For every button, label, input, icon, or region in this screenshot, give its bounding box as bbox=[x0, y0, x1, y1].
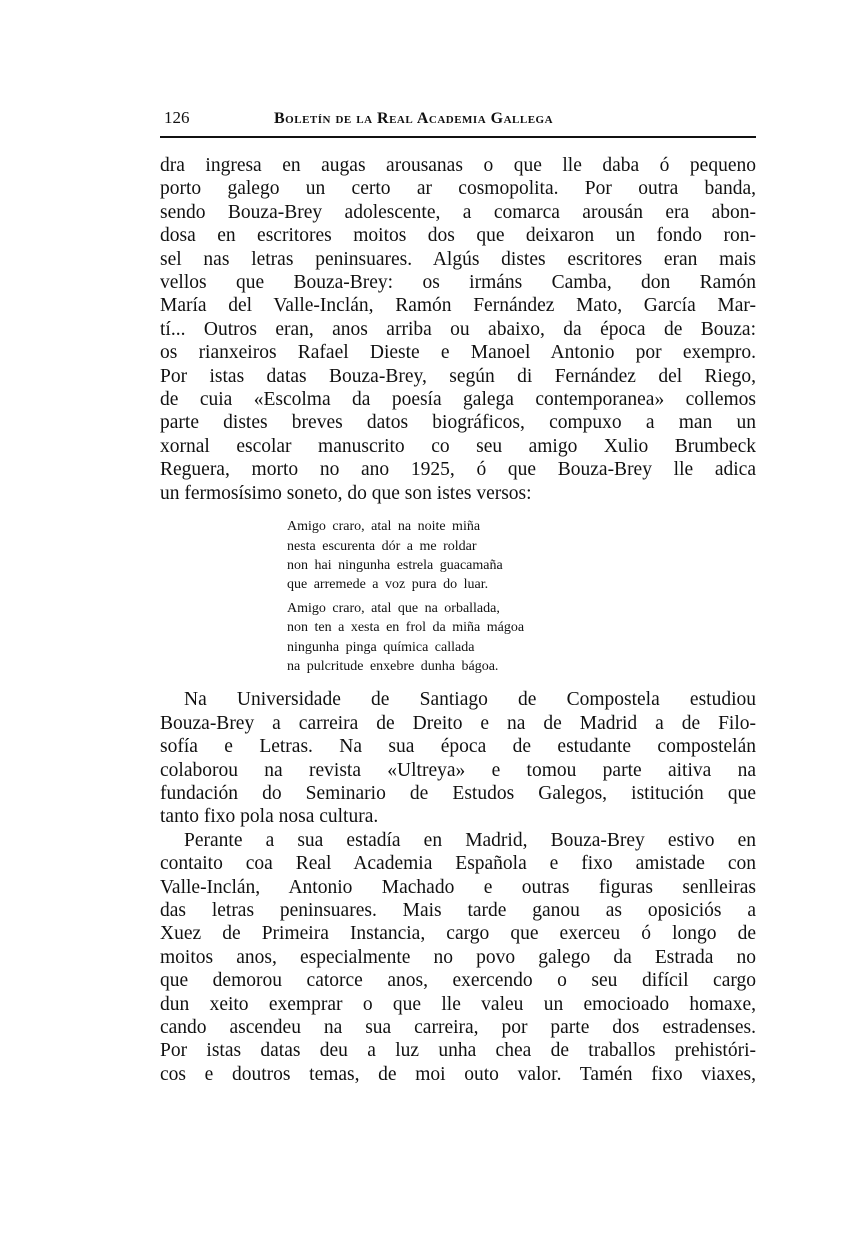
text-line: dun xeito exemprar o que lle valeu un emocioado homaxe, bbox=[160, 993, 756, 1015]
poem-verse: non hai ningunha estrela guacamaña bbox=[287, 557, 503, 573]
poem-stanza bbox=[287, 517, 617, 595]
text-line: que demorou catorce anos, exercendo o seu difícil cargo bbox=[160, 970, 756, 992]
poem-verse: Amigo craro, atal que na orballada, bbox=[287, 600, 500, 616]
text-line: xornal escolar manuscrito co seu amigo Xulio Brumbeck bbox=[160, 435, 756, 457]
paragraph-3 bbox=[160, 829, 756, 1086]
text-line: contaito coa Real Academia Española e fixo amistade con bbox=[160, 853, 756, 875]
text-line: sofía e Letras. Na sua época de estudante compostelán bbox=[160, 736, 756, 758]
text-line: Por istas datas Bouza-Brey, según di Fernández del Riego, bbox=[160, 365, 756, 387]
paragraph-1 bbox=[160, 154, 756, 505]
text-line: porto galego un certo ar cosmopolita. Por outra banda, bbox=[160, 178, 756, 200]
page-number: 126 bbox=[164, 108, 190, 127]
text-line: sel nas letras peninsuares. Algús distes escritores eran mais bbox=[160, 248, 756, 270]
paragraph-2 bbox=[160, 688, 756, 828]
poem-verse: que arremede a voz pura do luar. bbox=[287, 577, 489, 593]
text-line: María del Valle-Inclán, Ramón Fernández Mato, García Mar- bbox=[160, 295, 756, 317]
text-line: Bouza-Brey a carreira de Dreito e na de Madrid a de Filo- bbox=[160, 712, 756, 734]
text-line: dosa en escritores moitos dos que deixaron un fondo ron- bbox=[160, 225, 756, 247]
poem-verse: nesta escurenta dór a me roldar bbox=[287, 538, 477, 554]
text-line: moitos anos, especialmente no povo galego da Estrada no bbox=[160, 946, 756, 968]
poem-verse: Amigo craro, atal na noite miña bbox=[287, 519, 481, 535]
text-line: sendo Bouza-Brey adolescente, a comarca arousán era abon- bbox=[160, 201, 756, 223]
poem-quote bbox=[287, 517, 617, 676]
text-line: colaborou na revista «Ultreya» e tomou parte aitiva na bbox=[160, 759, 756, 781]
document-page bbox=[160, 108, 756, 1086]
text-line: de cuia «Escolma da poesía galega contemporanea» collemos bbox=[160, 389, 756, 411]
text-line: Xuez de Primeira Instancia, cargo que exerceu ó longo de bbox=[160, 923, 756, 945]
poem-stanza bbox=[287, 599, 617, 677]
text-line: os rianxeiros Rafael Dieste e Manoel Antonio por exempro. bbox=[160, 342, 756, 364]
text-line: fundación do Seminario de Estudos Galegos, istitución que bbox=[160, 782, 756, 804]
text-line: tanto fixo pola nosa cultura. bbox=[160, 806, 379, 828]
text-line: un fermosísimo soneto, do que son istes versos: bbox=[160, 482, 532, 504]
text-line: Reguera, morto no ano 1925, ó que Bouza-Brey lle adica bbox=[160, 459, 756, 481]
text-line: Por istas datas deu a luz unha chea de traballos prehistóri- bbox=[160, 1040, 756, 1062]
text-line: Perante a sua estadía en Madrid, Bouza-Brey estivo en bbox=[184, 829, 756, 851]
poem-verse: na pulcritude enxebre dunha bágoa. bbox=[287, 658, 499, 674]
body-text bbox=[160, 154, 756, 1086]
text-line: Valle-Inclán, Antonio Machado e outras figuras senlleiras bbox=[160, 876, 756, 898]
text-line: cando ascendeu na sua carreira, por parte dos estradenses. bbox=[160, 1017, 756, 1039]
journal-title: Boletín de la Real Academia Gallega bbox=[274, 110, 554, 127]
text-line: das letras peninsuares. Mais tarde ganou as oposiciós a bbox=[160, 900, 756, 921]
text-line: parte distes breves datos biográficos, compuxo a man un bbox=[160, 412, 756, 434]
running-head bbox=[160, 108, 756, 138]
text-line: cos e doutros temas, de moi outo valor. Tamén fixo viaxes, bbox=[160, 1063, 756, 1085]
poem-verse: non ten a xesta en frol da miña mágoa bbox=[287, 620, 525, 636]
text-line: dra ingresa en augas arousanas o que lle daba ó pequeno bbox=[160, 155, 756, 176]
text-line: vellos que Bouza-Brey: os irmáns Camba, don Ramón bbox=[160, 272, 756, 294]
poem-verse: ningunha pinga química callada bbox=[287, 639, 475, 655]
text-line: tí... Outros eran, anos arriba ou abaixo, da época de Bouza: bbox=[160, 318, 756, 340]
text-line: Na Universidade de Santiago de Compostela estudiou bbox=[184, 689, 756, 711]
